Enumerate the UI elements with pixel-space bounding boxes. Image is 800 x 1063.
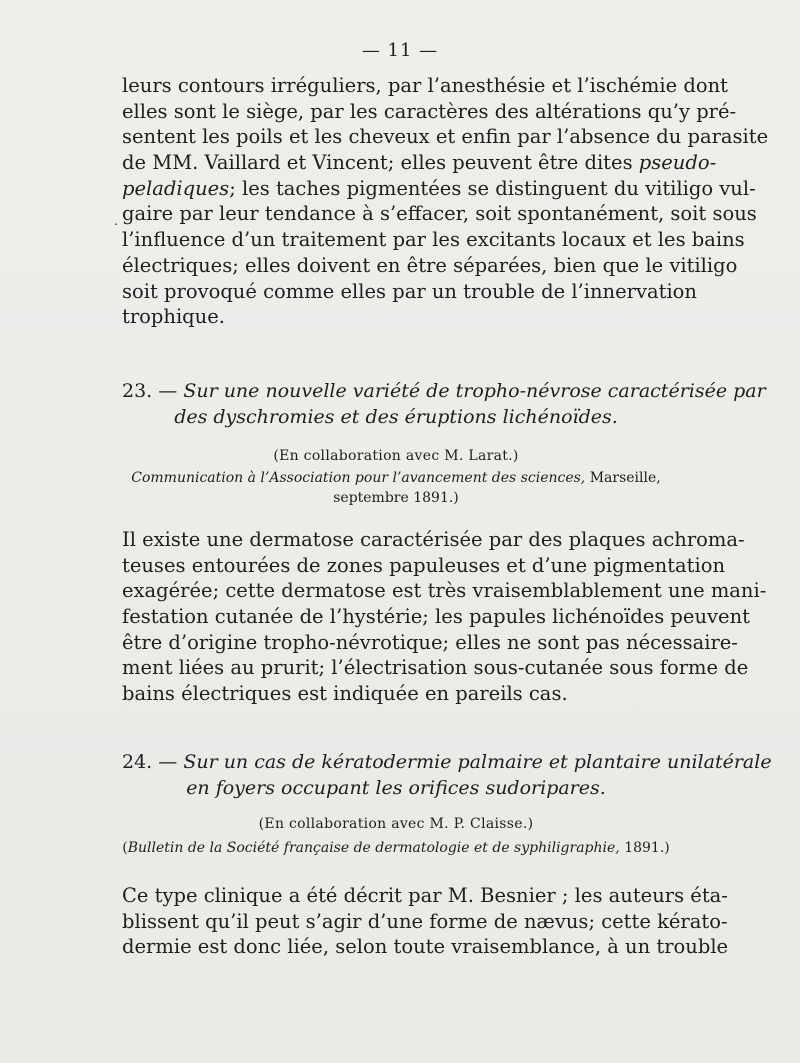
text-line: festation cutanée de l’hystérie; les papules lichénoïdes peuvent [122,605,750,629]
text-line: bains électriques est indiquée en pareils cas. [122,682,568,706]
italic-term: peladiques [122,176,230,200]
text-line: exagérée; cette dermatose est très vraisemblablement une mani- [122,579,767,603]
text-line: blissent qu’il peut s’agir d’une forme de nævus; cette kérato- [122,909,728,933]
text-line: de MM. Vaillard et Vincent; elles peuvent être dites pseudo- [122,151,717,175]
intro-paragraph [122,73,769,330]
entry-24-collaboration: (En collaboration avec M. P. Claisse.) [258,816,534,832]
entry-24-source [122,838,670,858]
entry-24-body [122,883,729,960]
text-line: elles sont le siège, par les caractères des altérations qu’y pré- [122,99,737,123]
text-line: Ce type clinique a été décrit par M. Besnier ; les auteurs éta- [122,884,728,907]
heading-line: 23. — Sur une nouvelle variété de tropho-névrose caractérisée par [122,380,766,402]
entry-23-source [122,468,670,508]
source-line: Communication à l’Association pour l’avancement des sciences, Marseille, [131,470,661,486]
text-line: soit provoqué comme elles par un trouble de l’innervation [122,279,697,303]
page-number: — 11 — [361,40,439,61]
entry-number: 23. — [122,380,178,402]
heading-line: 24. — Sur un cas de kératodermie palmaire et plantaire unilatérale [122,751,772,773]
text-line: être d’origine tropho-névrotique; elles ne sont pas nécessaire- [122,630,738,654]
source-line: septembre 1891.) [333,490,459,506]
text-line: électriques; elles doivent en être séparées, bien que le vitiligo [122,253,738,277]
entry-23-body [122,527,767,707]
text-line: gaire par leur tendance à s’effacer, soit spontanément, soit sous [122,202,757,226]
text-line: peladiques; les taches pigmentées se distinguent du vitiligo vul- [122,176,756,200]
text-line: teuses entourées de zones papuleuses et d’une pigmentation [122,553,726,577]
text-line: sentent les poils et les cheveux et enfin par l’absence du parasite [122,125,769,149]
entry-23-collaboration: (En collaboration avec M. Larat.) [273,448,519,464]
heading-line: des dyschromies et des éruptions lichénoïdes. [174,406,618,428]
text-line: leurs contours irréguliers, par l’anesthésie et l’ischémie dont [122,74,729,97]
entry-number: 24. — [122,751,178,773]
source-line: (Bulletin de la Société française de dermatologie et de syphiligraphie, 1891.) [122,840,670,856]
entry-23-heading [122,378,766,430]
entry-24-heading [122,749,772,801]
text-line: dermie est donc liée, selon toute vraisemblance, à un trouble [122,935,729,959]
italic-term: pseudo- [638,151,717,175]
text-line: l’influence d’un traitement par les excitants locaux et les bains [122,228,745,252]
heading-line: en foyers occupant les orifices sudoripares. [186,777,606,799]
text-line: Il existe une dermatose caractérisée par des plaques achroma- [122,528,745,551]
stray-mark: . [114,214,118,228]
text-line: trophique. [122,305,225,329]
text-line: ment liées au prurit; l’électrisation sous-cutanée sous forme de [122,656,749,680]
